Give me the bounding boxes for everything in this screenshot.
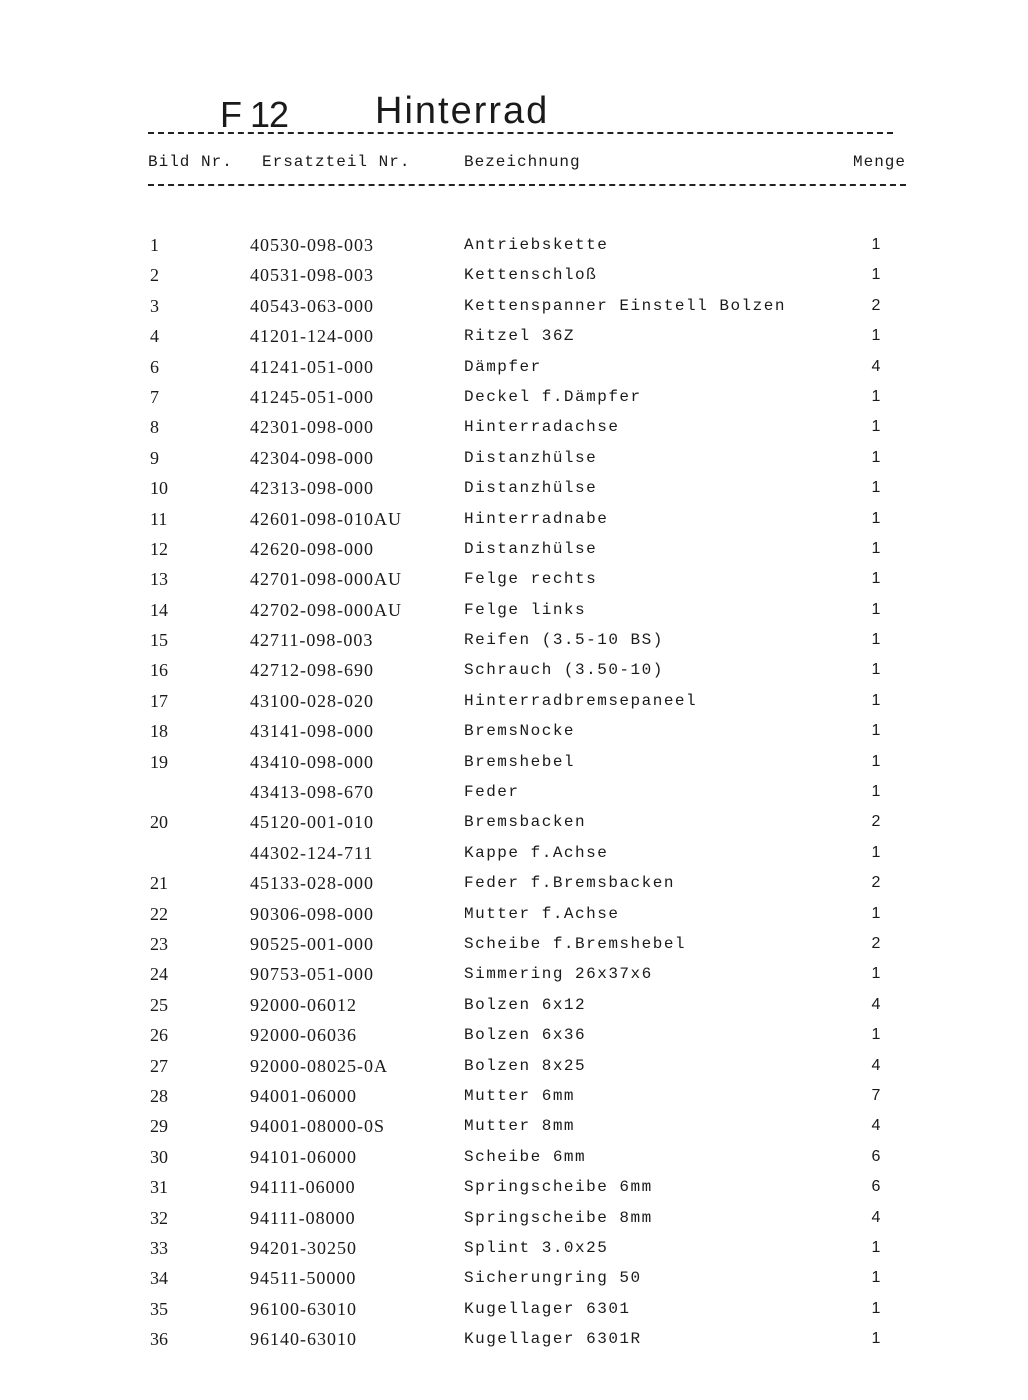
cell-bild-nr: 3 [150, 295, 159, 316]
cell-ersatzteil-nr: 94001-08000-0S [250, 1116, 385, 1137]
cell-menge: 1 [871, 965, 881, 983]
cell-bild-nr: 19 [150, 751, 168, 772]
table-row [0, 291, 1028, 321]
table-row [0, 352, 1028, 382]
table-row [0, 716, 1028, 746]
table-row [0, 260, 1028, 290]
cell-bezeichnung: Antriebskette [464, 236, 609, 254]
cell-menge: 1 [871, 266, 881, 284]
table-row [0, 1081, 1028, 1111]
cell-bild-nr: 36 [150, 1329, 168, 1350]
cell-bezeichnung: Schrauch (3.50-10) [464, 661, 664, 680]
cell-ersatzteil-nr: 42601-098-010AU [250, 508, 402, 529]
cell-bild-nr: 12 [150, 538, 168, 559]
table-header [148, 153, 908, 175]
cell-menge: 1 [871, 1330, 881, 1348]
cell-bild-nr: 33 [150, 1237, 168, 1258]
cell-bezeichnung: Felge links [464, 600, 587, 619]
table-row [0, 838, 1028, 868]
table-row [0, 1294, 1028, 1324]
cell-menge: 4 [871, 1117, 881, 1135]
table-row [0, 473, 1028, 503]
cell-bezeichnung: Kettenschloß [464, 266, 598, 285]
cell-ersatzteil-nr: 41241-051-000 [250, 356, 374, 377]
cell-bezeichnung: Kugellager 6301R [464, 1330, 642, 1349]
table-row [0, 929, 1028, 959]
cell-ersatzteil-nr: 42702-098-000AU [250, 599, 402, 620]
cell-bezeichnung: Feder f.Bremsbacken [464, 874, 675, 893]
cell-menge: 1 [871, 691, 881, 709]
cell-bezeichnung: Bolzen 6x12 [464, 995, 587, 1014]
cell-ersatzteil-nr: 94201-30250 [250, 1237, 357, 1258]
cell-bild-nr: 15 [150, 630, 168, 651]
cell-ersatzteil-nr: 45120-001-010 [250, 812, 374, 833]
cell-menge: 1 [871, 539, 881, 557]
page-title [148, 88, 893, 138]
title-divider [148, 132, 893, 134]
table-row [0, 747, 1028, 777]
cell-ersatzteil-nr: 94101-06000 [250, 1146, 357, 1167]
table-row [0, 868, 1028, 898]
cell-menge: 1 [871, 418, 881, 436]
cell-bild-nr: 9 [150, 447, 159, 468]
cell-ersatzteil-nr: 90306-098-000 [250, 903, 374, 924]
cell-menge: 1 [871, 570, 881, 588]
cell-bezeichnung: Springscheibe 8mm [464, 1208, 653, 1227]
cell-bild-nr: 21 [150, 873, 168, 894]
cell-bild-nr: 4 [150, 326, 159, 347]
header-bezeichnung: Bezeichnung [464, 153, 581, 171]
cell-ersatzteil-nr: 94111-08000 [250, 1207, 356, 1228]
table-row [0, 807, 1028, 837]
cell-bild-nr: 6 [150, 356, 159, 377]
table-row [0, 564, 1028, 594]
cell-ersatzteil-nr: 94111-06000 [250, 1177, 356, 1198]
cell-bild-nr: 29 [150, 1116, 168, 1137]
cell-menge: 1 [871, 600, 881, 618]
cell-bild-nr: 32 [150, 1207, 168, 1228]
cell-menge: 7 [871, 1086, 881, 1104]
cell-ersatzteil-nr: 42304-098-000 [250, 447, 374, 468]
cell-ersatzteil-nr: 96140-63010 [250, 1329, 357, 1350]
cell-ersatzteil-nr: 42711-098-003 [250, 630, 374, 651]
table-row [0, 443, 1028, 473]
cell-bild-nr: 25 [150, 994, 168, 1015]
cell-ersatzteil-nr: 42313-098-000 [250, 478, 374, 499]
cell-ersatzteil-nr: 43413-098-670 [250, 782, 374, 803]
table-row [0, 412, 1028, 442]
cell-ersatzteil-nr: 42712-098-690 [250, 660, 374, 681]
table-row [0, 321, 1028, 351]
cell-bezeichnung: Deckel f.Dämpfer [464, 387, 642, 406]
cell-bezeichnung: Sicherungring 50 [464, 1269, 642, 1288]
cell-bezeichnung: Ritzel 36Z [464, 327, 576, 346]
cell-bild-nr: 14 [150, 599, 168, 620]
cell-ersatzteil-nr: 92000-08025-0A [250, 1055, 388, 1076]
cell-bezeichnung: Dämpfer [464, 357, 542, 376]
cell-ersatzteil-nr: 92000-06012 [250, 994, 357, 1015]
cell-bezeichnung: Kettenspanner Einstell Bolzen [464, 296, 786, 315]
table-row [0, 1172, 1028, 1202]
cell-menge: 1 [871, 1269, 881, 1287]
cell-bezeichnung: Felge rechts [464, 570, 598, 589]
header-ersatzteil-nr: Ersatzteil Nr. [262, 153, 411, 171]
cell-menge: 1 [871, 1026, 881, 1044]
cell-menge: 2 [871, 874, 881, 892]
cell-bezeichnung: Hinterradachse [464, 418, 620, 437]
cell-bezeichnung: Simmering 26x37x6 [464, 965, 653, 984]
table-row [0, 1111, 1028, 1141]
cell-ersatzteil-nr: 42701-098-000AU [250, 569, 402, 590]
cell-bild-nr: 1 [150, 235, 159, 255]
cell-bezeichnung: Hinterradbremsepaneel [464, 691, 698, 710]
cell-bild-nr: 18 [150, 721, 168, 742]
cell-bild-nr: 24 [150, 964, 168, 985]
cell-menge: 2 [871, 934, 881, 952]
cell-menge: 2 [871, 296, 881, 314]
cell-bild-nr: 31 [150, 1177, 168, 1198]
cell-bezeichnung: Bremshebel [464, 752, 576, 771]
cell-menge: 1 [871, 752, 881, 770]
cell-menge: 1 [871, 509, 881, 527]
cell-menge: 1 [871, 722, 881, 740]
table-row [0, 1142, 1028, 1172]
cell-bild-nr: 13 [150, 569, 168, 590]
cell-bezeichnung: Kappe f.Achse [464, 843, 609, 862]
cell-bild-nr: 10 [150, 478, 168, 499]
cell-menge: 1 [871, 631, 881, 649]
cell-ersatzteil-nr: 90525-001-000 [250, 933, 374, 954]
cell-menge: 1 [871, 661, 881, 679]
cell-bild-nr: 28 [150, 1085, 168, 1106]
parts-table [0, 230, 1028, 1354]
cell-ersatzteil-nr: 43141-098-000 [250, 721, 374, 742]
cell-menge: 4 [871, 995, 881, 1013]
cell-bild-nr: 7 [150, 386, 159, 407]
table-row [0, 899, 1028, 929]
cell-menge: 1 [871, 1238, 881, 1256]
cell-bild-nr: 22 [150, 903, 168, 924]
cell-bezeichnung: BremsNocke [464, 722, 576, 741]
cell-ersatzteil-nr: 42620-098-000 [250, 538, 374, 559]
header-menge: Menge [852, 153, 906, 171]
table-row [0, 534, 1028, 564]
cell-bild-nr: 2 [150, 265, 159, 286]
cell-bezeichnung: Springscheibe 6mm [464, 1178, 653, 1197]
section-name: Hinterrad [375, 90, 550, 132]
table-row [0, 504, 1028, 534]
cell-menge: 1 [871, 479, 881, 497]
cell-bezeichnung: Hinterradnabe [464, 509, 609, 528]
table-row [0, 1203, 1028, 1233]
cell-menge: 1 [871, 904, 881, 922]
table-row [0, 1324, 1028, 1354]
cell-ersatzteil-nr: 45133-028-000 [250, 873, 374, 894]
cell-menge: 1 [871, 783, 881, 801]
cell-bezeichnung: Splint 3.0x25 [464, 1238, 609, 1257]
cell-menge: 1 [871, 236, 881, 253]
cell-bezeichnung: Feder [464, 783, 520, 802]
cell-ersatzteil-nr: 96100-63010 [250, 1298, 357, 1319]
cell-bezeichnung: Mutter 8mm [464, 1117, 576, 1136]
cell-menge: 2 [871, 813, 881, 831]
table-row [0, 382, 1028, 412]
cell-ersatzteil-nr: 92000-06036 [250, 1025, 357, 1046]
cell-bild-nr: 27 [150, 1055, 168, 1076]
table-row [0, 655, 1028, 685]
cell-ersatzteil-nr: 94511-50000 [250, 1268, 357, 1289]
cell-bild-nr: 11 [150, 508, 168, 529]
cell-bild-nr: 16 [150, 660, 168, 681]
cell-ersatzteil-nr: 42301-098-000 [250, 417, 374, 438]
cell-ersatzteil-nr: 90753-051-000 [250, 964, 374, 985]
cell-bezeichnung: Distanzhülse [464, 539, 598, 558]
cell-ersatzteil-nr: 40531-098-003 [250, 265, 374, 286]
cell-bezeichnung: Scheibe 6mm [464, 1147, 587, 1166]
header-bild-nr: Bild Nr. [148, 153, 233, 171]
cell-bild-nr: 34 [150, 1268, 168, 1289]
cell-ersatzteil-nr: 40543-063-000 [250, 295, 374, 316]
cell-bezeichnung: Bolzen 8x25 [464, 1056, 587, 1075]
cell-menge: 1 [871, 448, 881, 466]
cell-ersatzteil-nr: 44302-124-711 [250, 842, 374, 863]
cell-menge: 1 [871, 387, 881, 405]
cell-bezeichnung: Bolzen 6x36 [464, 1026, 587, 1045]
cell-bild-nr: 20 [150, 812, 168, 833]
cell-bild-nr: 17 [150, 690, 168, 711]
section-code: F 12 [220, 94, 289, 135]
cell-ersatzteil-nr: 41245-051-000 [250, 386, 374, 407]
cell-menge: 6 [871, 1178, 881, 1196]
cell-bild-nr: 23 [150, 933, 168, 954]
cell-bezeichnung: Kugellager 6301 [464, 1299, 631, 1318]
cell-bezeichnung: Reifen (3.5-10 BS) [464, 631, 664, 650]
table-row [0, 230, 1028, 260]
table-row [0, 1263, 1028, 1293]
cell-ersatzteil-nr: 43410-098-000 [250, 751, 374, 772]
table-row [0, 1020, 1028, 1050]
cell-bild-nr: 8 [150, 417, 159, 438]
cell-bezeichnung: Mutter 6mm [464, 1086, 576, 1105]
cell-ersatzteil-nr: 94001-06000 [250, 1085, 357, 1106]
cell-menge: 6 [871, 1147, 881, 1165]
table-row [0, 625, 1028, 655]
cell-ersatzteil-nr: 43100-028-020 [250, 690, 374, 711]
cell-bild-nr: 30 [150, 1146, 168, 1167]
cell-menge: 4 [871, 1208, 881, 1226]
cell-bild-nr: 26 [150, 1025, 168, 1046]
cell-bezeichnung: Distanzhülse [464, 479, 598, 498]
table-row [0, 990, 1028, 1020]
table-row [0, 1051, 1028, 1081]
cell-bezeichnung: Mutter f.Achse [464, 904, 620, 923]
cell-bild-nr: 35 [150, 1298, 168, 1319]
table-row [0, 686, 1028, 716]
cell-ersatzteil-nr: 41201-124-000 [250, 326, 374, 347]
cell-menge: 1 [871, 843, 881, 861]
cell-bezeichnung: Distanzhülse [464, 448, 598, 467]
cell-menge: 1 [871, 327, 881, 345]
cell-menge: 1 [871, 1299, 881, 1317]
cell-ersatzteil-nr: 40530-098-003 [250, 235, 374, 255]
table-row [0, 959, 1028, 989]
table-row [0, 1233, 1028, 1263]
cell-menge: 4 [871, 1056, 881, 1074]
table-row [0, 595, 1028, 625]
cell-menge: 4 [871, 357, 881, 375]
table-row [0, 777, 1028, 807]
header-divider [148, 184, 906, 186]
cell-bezeichnung: Scheibe f.Bremshebel [464, 934, 687, 953]
cell-bezeichnung: Bremsbacken [464, 813, 587, 832]
